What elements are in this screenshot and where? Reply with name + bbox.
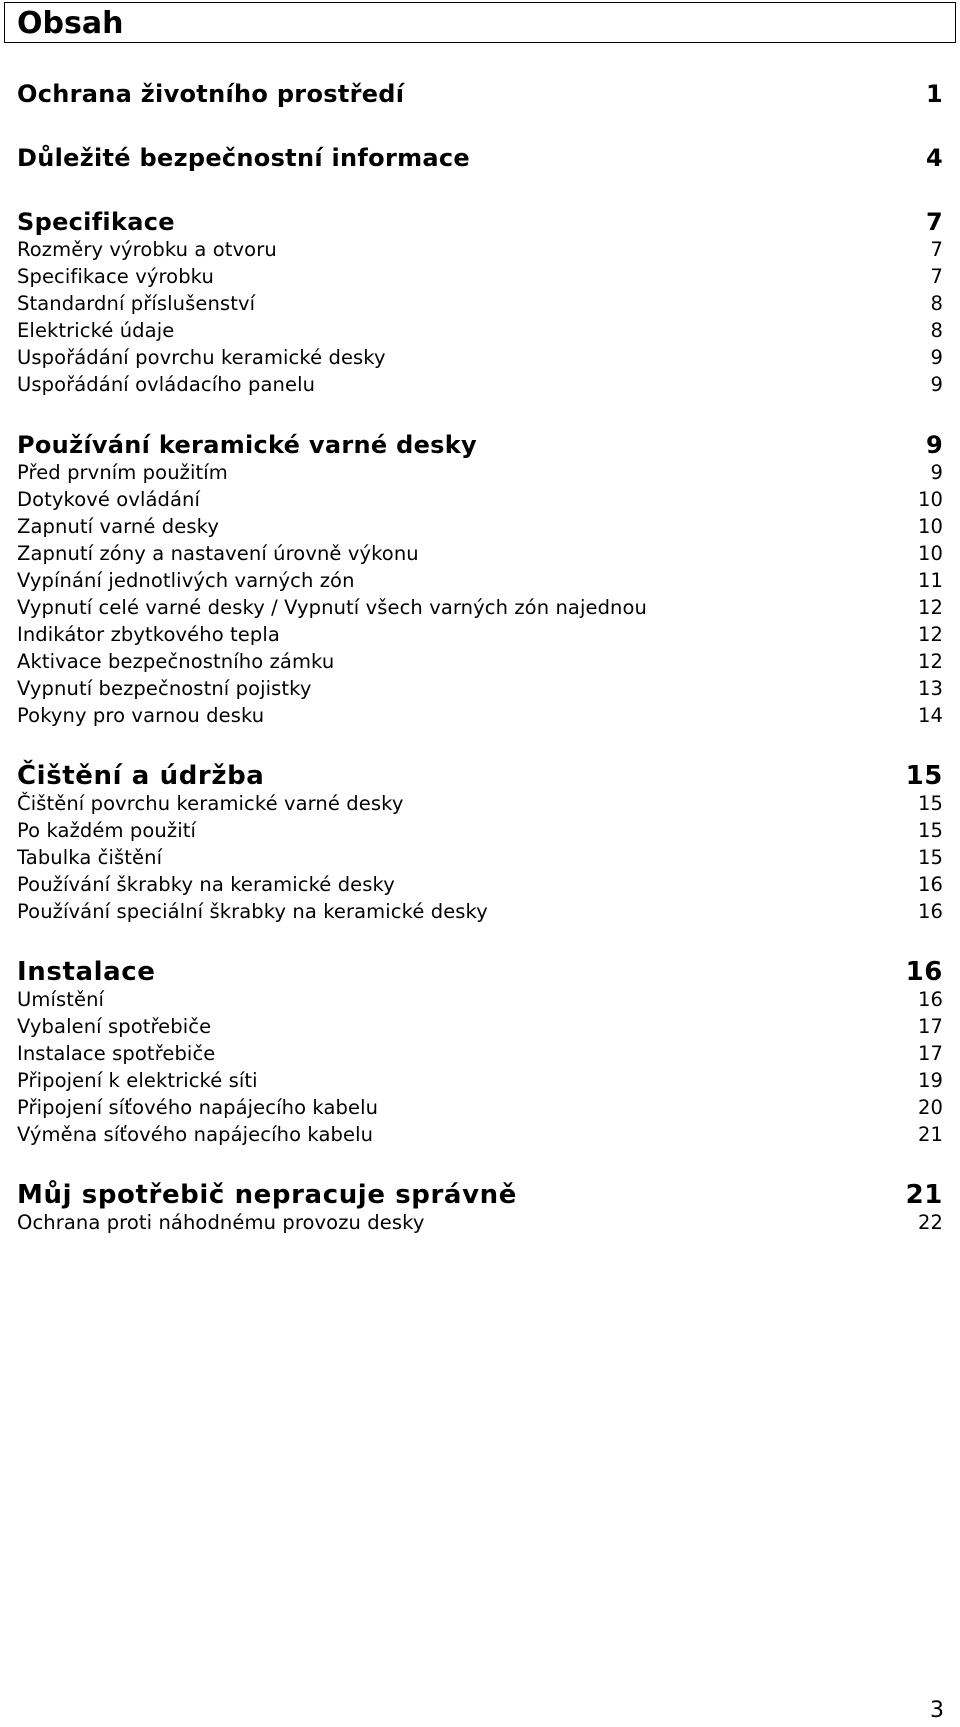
toc-heading-row[interactable] xyxy=(17,428,943,462)
toc-heading-row[interactable] xyxy=(17,1178,943,1212)
page-number: 3 xyxy=(930,1698,944,1723)
toc-entry-page: 7 xyxy=(930,265,943,288)
toc-entry[interactable] xyxy=(17,1209,943,1236)
toc-entry[interactable] xyxy=(17,344,943,371)
toc-section xyxy=(17,205,943,398)
toc-entry[interactable] xyxy=(17,540,943,567)
toc-section xyxy=(17,955,943,1148)
toc-entry-label: Umístění xyxy=(17,988,105,1011)
toc-entry-label: Používání speciální škrabky na keramické desky xyxy=(17,900,488,923)
toc-entry-label: Zapnutí varné desky xyxy=(17,515,219,538)
toc-section xyxy=(17,1178,943,1236)
toc-entry-label: Připojení k elektrické síti xyxy=(17,1069,258,1092)
toc-entry-label: Indikátor zbytkového tepla xyxy=(17,623,280,646)
toc-entry-page: 12 xyxy=(917,650,943,673)
toc-entry[interactable] xyxy=(17,790,943,817)
toc-section xyxy=(17,141,943,175)
toc-entry-label: Vypnutí bezpečnostní pojistky xyxy=(17,677,312,700)
toc-entry[interactable] xyxy=(17,594,943,621)
toc-section xyxy=(17,759,943,925)
toc-entry-label: Vybalení spotřebiče xyxy=(17,1015,212,1038)
toc-heading-label: Čištění a údržba xyxy=(17,761,265,791)
toc-entry[interactable] xyxy=(17,675,943,702)
toc-entry[interactable] xyxy=(17,290,943,317)
toc-entry[interactable] xyxy=(17,898,943,925)
toc-entry[interactable] xyxy=(17,1067,943,1094)
toc-entry-page: 16 xyxy=(917,988,943,1011)
toc-heading-label: Instalace xyxy=(17,957,156,987)
toc-heading-row[interactable] xyxy=(17,77,943,111)
toc-heading-page: 4 xyxy=(926,144,943,172)
toc-section xyxy=(17,428,943,729)
toc-entry-page: 20 xyxy=(917,1096,943,1119)
toc-entry[interactable] xyxy=(17,844,943,871)
toc-entry-page: 17 xyxy=(917,1042,943,1065)
toc-entry-label: Aktivace bezpečnostního zámku xyxy=(17,650,335,673)
toc-entry-page: 8 xyxy=(930,319,943,342)
toc-entry-page: 17 xyxy=(917,1015,943,1038)
toc-heading-row[interactable] xyxy=(17,141,943,175)
toc-entry[interactable] xyxy=(17,817,943,844)
toc-heading-page: 15 xyxy=(905,761,943,791)
toc-title-box xyxy=(4,2,956,43)
toc-entry-label: Po každém použití xyxy=(17,819,196,842)
toc-entry-page: 12 xyxy=(917,596,943,619)
toc-entry-label: Specifikace výrobku xyxy=(17,265,214,288)
toc-entry-page: 14 xyxy=(917,704,943,727)
toc-heading-row[interactable] xyxy=(17,955,943,989)
toc-entry-label: Připojení síťového napájecího kabelu xyxy=(17,1096,379,1119)
toc-entry[interactable] xyxy=(17,986,943,1013)
toc-entry-label: Rozměry výrobku a otvoru xyxy=(17,238,277,261)
toc-title: Obsah xyxy=(17,6,124,41)
toc-entry-page: 21 xyxy=(917,1123,943,1146)
toc-heading-page: 7 xyxy=(926,208,943,236)
toc-entry[interactable] xyxy=(17,567,943,594)
toc-entry-page: 10 xyxy=(917,488,943,511)
toc-entry-page: 10 xyxy=(917,542,943,565)
toc-entry[interactable] xyxy=(17,648,943,675)
toc-entry-label: Uspořádání ovládacího panelu xyxy=(17,373,316,396)
toc-entry[interactable] xyxy=(17,1094,943,1121)
toc-heading-label: Specifikace xyxy=(17,208,175,236)
toc-entry[interactable] xyxy=(17,236,943,263)
toc-entry[interactable] xyxy=(17,371,943,398)
toc-entry-page: 12 xyxy=(917,623,943,646)
toc-entry-page: 9 xyxy=(930,373,943,396)
toc-entry-label: Používání škrabky na keramické desky xyxy=(17,873,395,896)
toc-entry[interactable] xyxy=(17,1013,943,1040)
toc-entry-label: Ochrana proti náhodnému provozu desky xyxy=(17,1211,425,1234)
toc-entry-label: Výměna síťového napájecího kabelu xyxy=(17,1123,374,1146)
toc-entry-label: Dotykové ovládání xyxy=(17,488,201,511)
toc-entry-label: Pokyny pro varnou desku xyxy=(17,704,265,727)
toc-heading-row[interactable] xyxy=(17,205,943,239)
toc-entry-label: Instalace spotřebiče xyxy=(17,1042,216,1065)
toc-heading-page: 16 xyxy=(905,957,943,987)
toc-entry[interactable] xyxy=(17,459,943,486)
toc-entry-label: Uspořádání povrchu keramické desky xyxy=(17,346,386,369)
toc-heading-row[interactable] xyxy=(17,759,943,793)
toc-entry-label: Vypínání jednotlivých varných zón xyxy=(17,569,355,592)
toc-entry-label: Standardní příslušenství xyxy=(17,292,256,315)
toc-entry-label: Tabulka čištění xyxy=(17,846,163,869)
toc-entry[interactable] xyxy=(17,317,943,344)
toc-entry[interactable] xyxy=(17,1040,943,1067)
toc-heading-label: Důležité bezpečnostní informace xyxy=(17,144,471,172)
toc-entry-page: 13 xyxy=(917,677,943,700)
toc-entry-label: Elektrické údaje xyxy=(17,319,175,342)
toc-heading-label: Používání keramické varné desky xyxy=(17,431,477,459)
toc-heading-page: 21 xyxy=(905,1180,943,1210)
toc-entry[interactable] xyxy=(17,1121,943,1148)
toc-entry-label: Zapnutí zóny a nastavení úrovně výkonu xyxy=(17,542,419,565)
toc-entry-page: 15 xyxy=(917,846,943,869)
toc-entry-page: 16 xyxy=(917,873,943,896)
toc-entry[interactable] xyxy=(17,513,943,540)
toc-section xyxy=(17,77,943,111)
toc-heading-page: 9 xyxy=(926,431,943,459)
table-of-contents xyxy=(17,77,943,1236)
toc-entry-label: Čištění povrchu keramické varné desky xyxy=(17,792,404,815)
toc-entry-page: 19 xyxy=(917,1069,943,1092)
toc-entry-page: 16 xyxy=(917,900,943,923)
toc-heading-page: 1 xyxy=(926,80,943,108)
toc-entry[interactable] xyxy=(17,263,943,290)
toc-entry-page: 15 xyxy=(917,792,943,815)
toc-entry[interactable] xyxy=(17,621,943,648)
toc-entry-page: 9 xyxy=(930,461,943,484)
toc-entry[interactable] xyxy=(17,871,943,898)
toc-entry-page: 9 xyxy=(930,346,943,369)
toc-heading-label: Ochrana životního prostředí xyxy=(17,80,405,108)
toc-entry[interactable] xyxy=(17,702,943,729)
toc-entry-page: 7 xyxy=(930,238,943,261)
toc-entry-page: 22 xyxy=(917,1211,943,1234)
toc-entry-page: 8 xyxy=(930,292,943,315)
toc-entry-label: Před prvním použitím xyxy=(17,461,228,484)
toc-entry-page: 11 xyxy=(917,569,943,592)
toc-entry-label: Vypnutí celé varné desky / Vypnutí všech varných zón najednou xyxy=(17,596,648,619)
toc-entry-page: 15 xyxy=(917,819,943,842)
toc-heading-label: Můj spotřebič nepracuje správně xyxy=(17,1180,517,1210)
toc-entry-page: 10 xyxy=(917,515,943,538)
toc-entry[interactable] xyxy=(17,486,943,513)
